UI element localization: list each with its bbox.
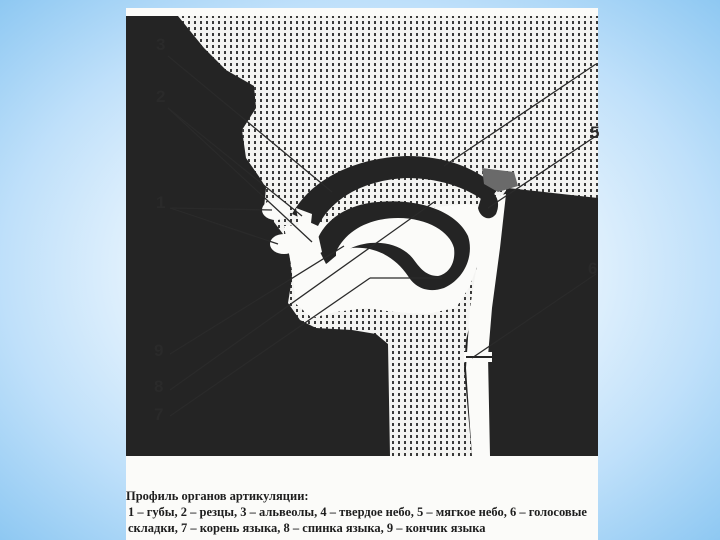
label-6: 6 <box>588 259 598 278</box>
caption-title: Профиль органов артикуляции: <box>126 489 309 503</box>
label-8: 8 <box>154 377 164 396</box>
articulation-profile-diagram <box>126 8 598 478</box>
label-3: 3 <box>156 35 166 54</box>
label-9: 9 <box>154 341 164 360</box>
label-2: 2 <box>156 87 166 106</box>
label-5: 5 <box>590 123 600 142</box>
slide-card <box>126 8 598 540</box>
label-1: 1 <box>156 193 166 212</box>
figure-caption <box>126 488 598 536</box>
label-7: 7 <box>154 405 164 424</box>
lower-lip <box>270 234 298 254</box>
caption-body: 1 – губы, 2 – резцы, 3 – альвеолы, 4 – твердое небо, 5 – мягкое небо, 6 – голосовые складки, 7 – корень языка, 8 – спинка языка, 9 – кончик языка <box>128 505 587 535</box>
